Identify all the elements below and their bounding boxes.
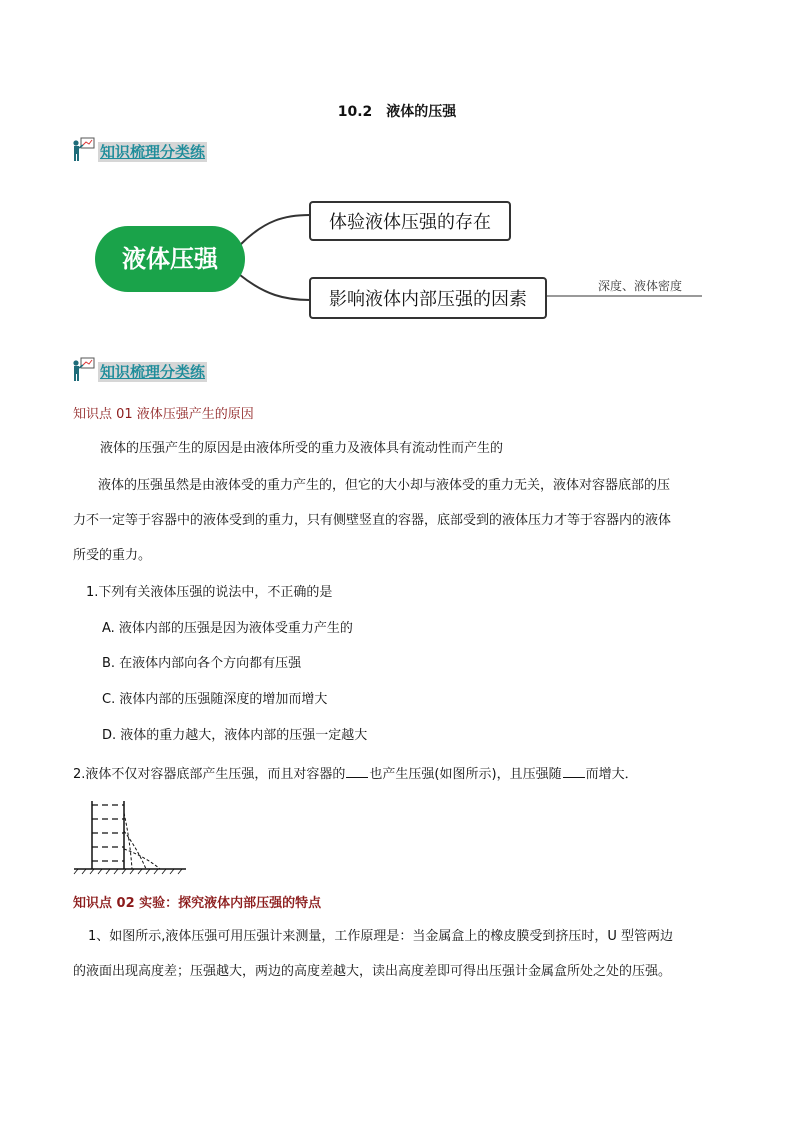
- answer-blank-2[interactable]: [563, 764, 585, 778]
- section-heading-2: [70, 352, 207, 382]
- question-2-text-3: (如图所示): [434, 767, 497, 782]
- question-2-text-1: 2.液体不仅对容器底部产生压强，而且对容器的: [73, 767, 346, 782]
- connector-line-1: [240, 215, 310, 245]
- page-title: 10.2 液体的压强: [337, 104, 457, 120]
- kp1-paragraph-1: 液体的压强产生的原因是由液体所受的重力及液体具有流动性而产生的: [100, 441, 504, 456]
- section-heading-text: 知识梳理分类练: [100, 143, 206, 161]
- question-2-text-2: 也产生压强: [369, 767, 435, 782]
- question-1-stem: 1.下列有关液体压强的说法中，不正确的是: [86, 585, 333, 600]
- teacher-board-icon: [70, 356, 96, 382]
- knowledge-point-2-label: 知识点 02 实验：探究液体内部压强的特点: [73, 896, 322, 911]
- container-pressure-figure: [70, 795, 190, 875]
- question-2-text-4: ，且压强随: [496, 767, 562, 782]
- question-2-text-5: 而增大．: [585, 767, 638, 782]
- kp1-paragraph-2-line-1: 液体的压强虽然是由液体受的重力产生的，但它的大小却与液体受的重力无关，液体对容器底部的压: [98, 478, 671, 493]
- branch-2-note: 深度、液体密度: [598, 279, 683, 293]
- question-1-option-d: D. 液体的重力越大，液体内部的压强一定越大: [102, 728, 368, 743]
- kp2-line-1: 1、如图所示,液体压强可用压强计来测量，工作原理是：当金属盒上的橡皮膜受到挤压时，U 型管两边: [88, 929, 674, 944]
- connector-line-2: [240, 275, 310, 300]
- kp2-line-2: 的液面出现高度差；压强越大，两边的高度差越大，读出高度差即可得出压强计金属盒所处之处的压强。: [73, 964, 672, 979]
- question-1-option-a: A. 液体内部的压强是因为液体受重力产生的: [102, 621, 353, 636]
- kp1-paragraph-2-line-3: 所受的重力。: [73, 548, 152, 563]
- center-node-label: 液体压强: [122, 246, 218, 273]
- question-1-option-c: C. 液体内部的压强随深度的增加而增大: [102, 692, 328, 707]
- question-2: [73, 764, 638, 784]
- branch-node-2-label: 影响液体内部压强的因素: [329, 289, 527, 310]
- branch-node-1-label: 体验液体压强的存在: [329, 212, 491, 233]
- teacher-board-icon: [70, 136, 96, 162]
- section-heading-1: [70, 132, 207, 162]
- knowledge-point-1-label: 知识点 01 液体压强产生的原因: [73, 407, 254, 422]
- mind-map: [90, 190, 710, 330]
- question-1-option-b: B. 在液体内部向各个方向都有压强: [102, 656, 302, 671]
- answer-blank-1[interactable]: [346, 764, 368, 778]
- kp1-paragraph-2-line-2: 力不一定等于容器中的液体受到的重力，只有侧壁竖直的容器，底部受到的液体压力才等于容器内的液体: [73, 513, 672, 528]
- section-heading-text: 知识梳理分类练: [100, 363, 206, 381]
